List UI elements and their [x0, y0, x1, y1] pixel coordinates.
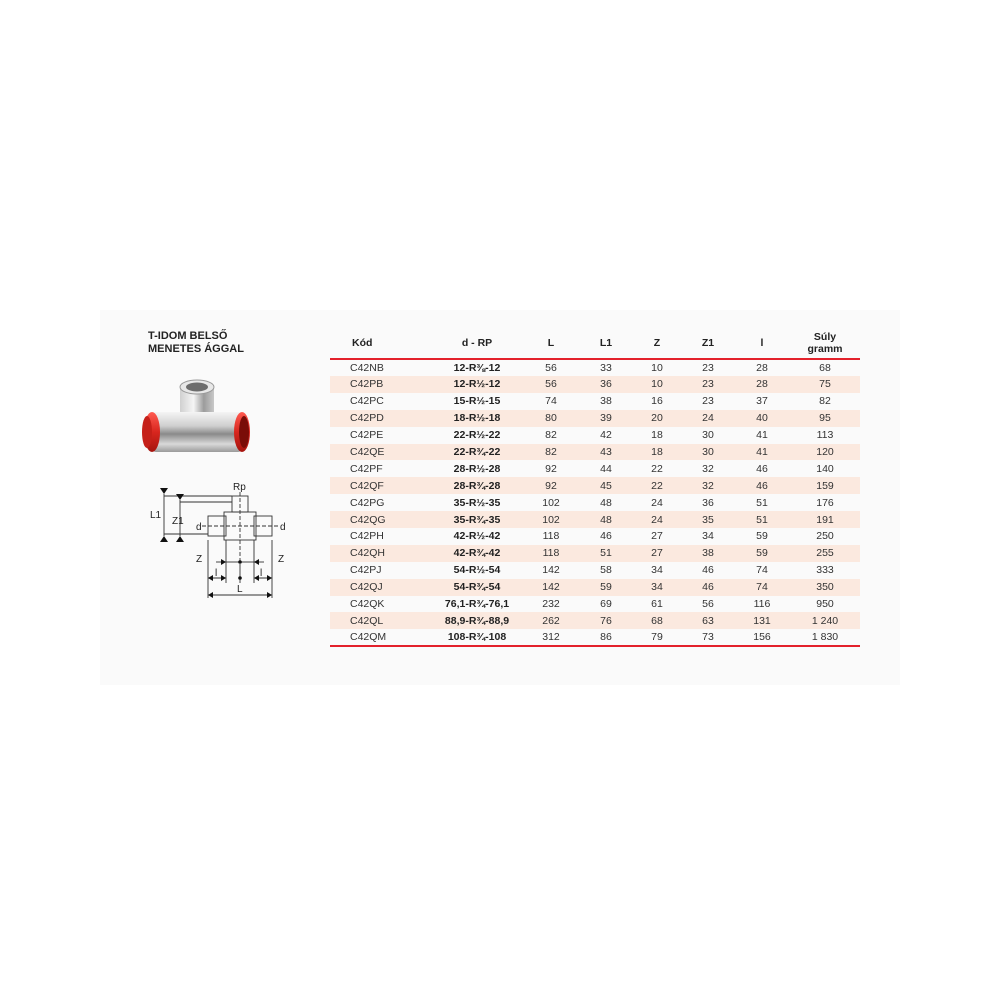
cell-Z1: 30 — [682, 444, 734, 461]
cell-code: C42PC — [350, 395, 384, 408]
cell-w: 350 — [790, 579, 860, 596]
header-l: l — [760, 337, 764, 349]
cell-w: 191 — [790, 511, 860, 528]
cell-L: 102 — [542, 496, 560, 509]
cell-L1: 69 — [600, 598, 612, 611]
cell-L1: 36 — [580, 376, 632, 393]
table-header-row — [330, 328, 860, 359]
cell-Z: 24 — [651, 496, 663, 509]
table-body — [330, 359, 860, 646]
cell-L: 82 — [522, 444, 580, 461]
cell-drp: 35-R¾-35 — [432, 511, 522, 528]
cell-w: 95 — [790, 410, 860, 427]
cell-L1: 48 — [600, 496, 612, 509]
cell-Z1: 30 — [702, 429, 714, 442]
product-title-line1: T-IDOM BELSŐ — [148, 330, 228, 342]
cell-w: 1 240 — [790, 612, 860, 629]
cell-Z: 27 — [632, 545, 682, 562]
cell-drp: 15-R½-15 — [453, 395, 501, 408]
table-row — [330, 427, 860, 444]
cell-drp: 108-R¾-108 — [447, 631, 507, 644]
cell-L: 92 — [522, 477, 580, 494]
cell-l: 156 — [753, 631, 771, 644]
table-row — [330, 528, 860, 545]
cell-l: 28 — [734, 376, 790, 393]
cell-w: 1 830 — [811, 631, 839, 644]
table-row — [330, 629, 860, 646]
cell-Z: 79 — [651, 631, 663, 644]
cell-L1: 42 — [600, 429, 612, 442]
cell-l: 46 — [734, 477, 790, 494]
cell-drp: 28-R½-28 — [453, 462, 501, 475]
cell-drp: 54-R½-54 — [453, 564, 501, 577]
cell-Z: 34 — [632, 579, 682, 596]
cell-Z: 10 — [632, 376, 682, 393]
cell-L1: 45 — [580, 477, 632, 494]
header-drp: d - RP — [461, 337, 493, 349]
table-row — [330, 612, 860, 629]
table-row — [330, 545, 860, 562]
cell-Z1: 73 — [702, 631, 714, 644]
product-photo — [130, 370, 260, 470]
cell-code: C42QL — [330, 612, 432, 629]
cell-l: 131 — [734, 612, 790, 629]
header-weight-line1: Súly — [813, 331, 837, 343]
product-title-line2: MENETES ÁGGAL — [148, 343, 244, 355]
header-Z1: Z1 — [701, 337, 715, 349]
cell-Z: 24 — [632, 511, 682, 528]
table-row — [330, 393, 860, 410]
header-L: L — [547, 337, 555, 349]
cell-L1: 39 — [580, 410, 632, 427]
label-z-right: Z — [278, 554, 285, 565]
cell-code: C42QH — [330, 545, 432, 562]
cell-L1: 58 — [600, 564, 612, 577]
cell-L1: 43 — [580, 444, 632, 461]
cell-drp: 22-R¾-22 — [432, 444, 522, 461]
cell-l: 28 — [756, 362, 768, 374]
table-row — [330, 376, 860, 393]
cell-code: C42QJ — [330, 579, 432, 596]
cell-l: 74 — [734, 579, 790, 596]
cell-l: 51 — [734, 511, 790, 528]
cell-Z1: 23 — [682, 376, 734, 393]
cell-w: 250 — [816, 530, 834, 543]
cell-w: 140 — [816, 462, 834, 475]
table-row — [330, 477, 860, 494]
table-row — [330, 444, 860, 461]
cell-Z1: 24 — [682, 410, 734, 427]
cell-L1: 76 — [580, 612, 632, 629]
cell-l: 116 — [753, 598, 771, 611]
cell-drp: 28-R¾-28 — [432, 477, 522, 494]
cell-l: 41 — [756, 429, 768, 442]
cell-l: 74 — [756, 564, 768, 577]
cell-L: 82 — [545, 429, 557, 442]
cell-Z1: 46 — [682, 579, 734, 596]
cell-l: 59 — [756, 530, 768, 543]
cell-Z: 18 — [651, 429, 663, 442]
label-z-left: Z — [196, 554, 203, 565]
cell-w: 950 — [816, 598, 834, 611]
cell-w: 113 — [816, 429, 834, 442]
cell-L: 142 — [522, 579, 580, 596]
table-row — [330, 596, 860, 613]
cell-code: C42PF — [350, 462, 383, 475]
cell-L: 92 — [545, 462, 557, 475]
cell-L: 74 — [545, 395, 557, 408]
cell-L: 118 — [542, 530, 560, 543]
cell-l: 41 — [734, 444, 790, 461]
cell-code: C42NB — [350, 362, 384, 374]
cell-w: 120 — [790, 444, 860, 461]
cell-code: C42QM — [350, 631, 387, 644]
cell-drp: 12-R⅜-12 — [453, 362, 501, 374]
cell-Z: 61 — [651, 598, 663, 611]
cell-l: 59 — [734, 545, 790, 562]
cell-w: 82 — [819, 395, 831, 408]
cell-Z1: 56 — [702, 598, 714, 611]
cell-L1: 44 — [600, 462, 612, 475]
cell-l: 37 — [756, 395, 768, 408]
cell-drp: 42-R¾-42 — [432, 545, 522, 562]
cell-L1: 48 — [580, 511, 632, 528]
label-d-right: d — [280, 522, 286, 533]
cell-L: 56 — [522, 376, 580, 393]
cell-drp: 76,1-R¾-76,1 — [444, 598, 510, 611]
cell-Z1: 23 — [702, 362, 714, 374]
cell-L: 56 — [545, 362, 557, 374]
cell-l: 51 — [756, 496, 768, 509]
cell-drp: 12-R½-12 — [432, 376, 522, 393]
cell-Z1: 34 — [702, 530, 714, 543]
cell-Z1: 63 — [682, 612, 734, 629]
cell-l: 46 — [756, 462, 768, 475]
cell-Z1: 46 — [702, 564, 714, 577]
cell-Z1: 36 — [702, 496, 714, 509]
cell-L: 312 — [542, 631, 560, 644]
cell-Z: 20 — [632, 410, 682, 427]
cell-Z: 22 — [632, 477, 682, 494]
cell-code: C42PJ — [350, 564, 382, 577]
cell-L: 118 — [522, 545, 580, 562]
cell-L1: 38 — [600, 395, 612, 408]
dimension-diagram — [150, 478, 295, 606]
table-row — [330, 460, 860, 477]
table-row — [330, 579, 860, 596]
cell-code: C42QK — [350, 598, 385, 611]
cell-Z: 18 — [632, 444, 682, 461]
cell-code: C42QE — [330, 444, 432, 461]
label-l-right: l — [260, 568, 263, 579]
cell-drp: 42-R½-42 — [453, 530, 501, 543]
cell-w: 255 — [790, 545, 860, 562]
cell-code: C42PD — [330, 410, 432, 427]
cell-L1: 51 — [580, 545, 632, 562]
cell-drp: 54-R¾-54 — [432, 579, 522, 596]
cell-code: C42PG — [350, 496, 385, 509]
dimensions-table — [330, 328, 860, 647]
label-L: L — [237, 584, 243, 595]
cell-L: 262 — [522, 612, 580, 629]
cell-L: 232 — [542, 598, 560, 611]
cell-Z1: 32 — [702, 462, 714, 475]
cell-Z: 10 — [651, 362, 663, 374]
table-row — [330, 511, 860, 528]
cell-w: 333 — [816, 564, 834, 577]
label-l1: L1 — [150, 510, 162, 521]
cell-Z1: 32 — [682, 477, 734, 494]
label-z1: Z1 — [172, 516, 184, 527]
header-L1: L1 — [599, 337, 613, 349]
cell-code: C42PH — [350, 530, 384, 543]
cell-Z: 22 — [651, 462, 663, 475]
table-row — [330, 359, 860, 376]
cell-w: 159 — [790, 477, 860, 494]
label-l-left: l — [215, 568, 218, 579]
cell-drp: 35-R½-35 — [453, 496, 501, 509]
label-rp: Rp — [233, 482, 246, 493]
cell-l: 40 — [734, 410, 790, 427]
cell-Z: 34 — [651, 564, 663, 577]
cell-L1: 86 — [600, 631, 612, 644]
cell-code: C42PB — [330, 376, 432, 393]
cell-Z1: 23 — [702, 395, 714, 408]
cell-drp: 18-R½-18 — [432, 410, 522, 427]
cell-w: 176 — [816, 496, 834, 509]
header-weight — [790, 328, 860, 359]
cell-code: C42QG — [330, 511, 432, 528]
cell-Z1: 38 — [682, 545, 734, 562]
cell-L1: 46 — [600, 530, 612, 543]
cell-L1: 59 — [580, 579, 632, 596]
cell-w: 75 — [790, 376, 860, 393]
cell-code: C42QF — [330, 477, 432, 494]
cell-drp: 88,9-R¾-88,9 — [432, 612, 522, 629]
label-d-left: d — [196, 522, 202, 533]
cell-Z: 16 — [651, 395, 663, 408]
product-title — [148, 330, 244, 356]
cell-L: 102 — [522, 511, 580, 528]
header-Z: Z — [653, 337, 661, 349]
cell-Z: 68 — [632, 612, 682, 629]
cell-Z: 27 — [651, 530, 663, 543]
cell-w: 68 — [819, 362, 831, 374]
cell-L: 80 — [522, 410, 580, 427]
table-row — [330, 410, 860, 427]
cell-Z1: 35 — [682, 511, 734, 528]
cell-drp: 22-R½-22 — [453, 429, 501, 442]
header-code: Kód — [352, 337, 373, 349]
table-row — [330, 562, 860, 579]
cell-L: 142 — [542, 564, 560, 577]
header-weight-line2: gramm — [807, 343, 843, 355]
table-row — [330, 494, 860, 511]
cell-L1: 33 — [600, 362, 612, 374]
cell-code: C42PE — [350, 429, 384, 442]
